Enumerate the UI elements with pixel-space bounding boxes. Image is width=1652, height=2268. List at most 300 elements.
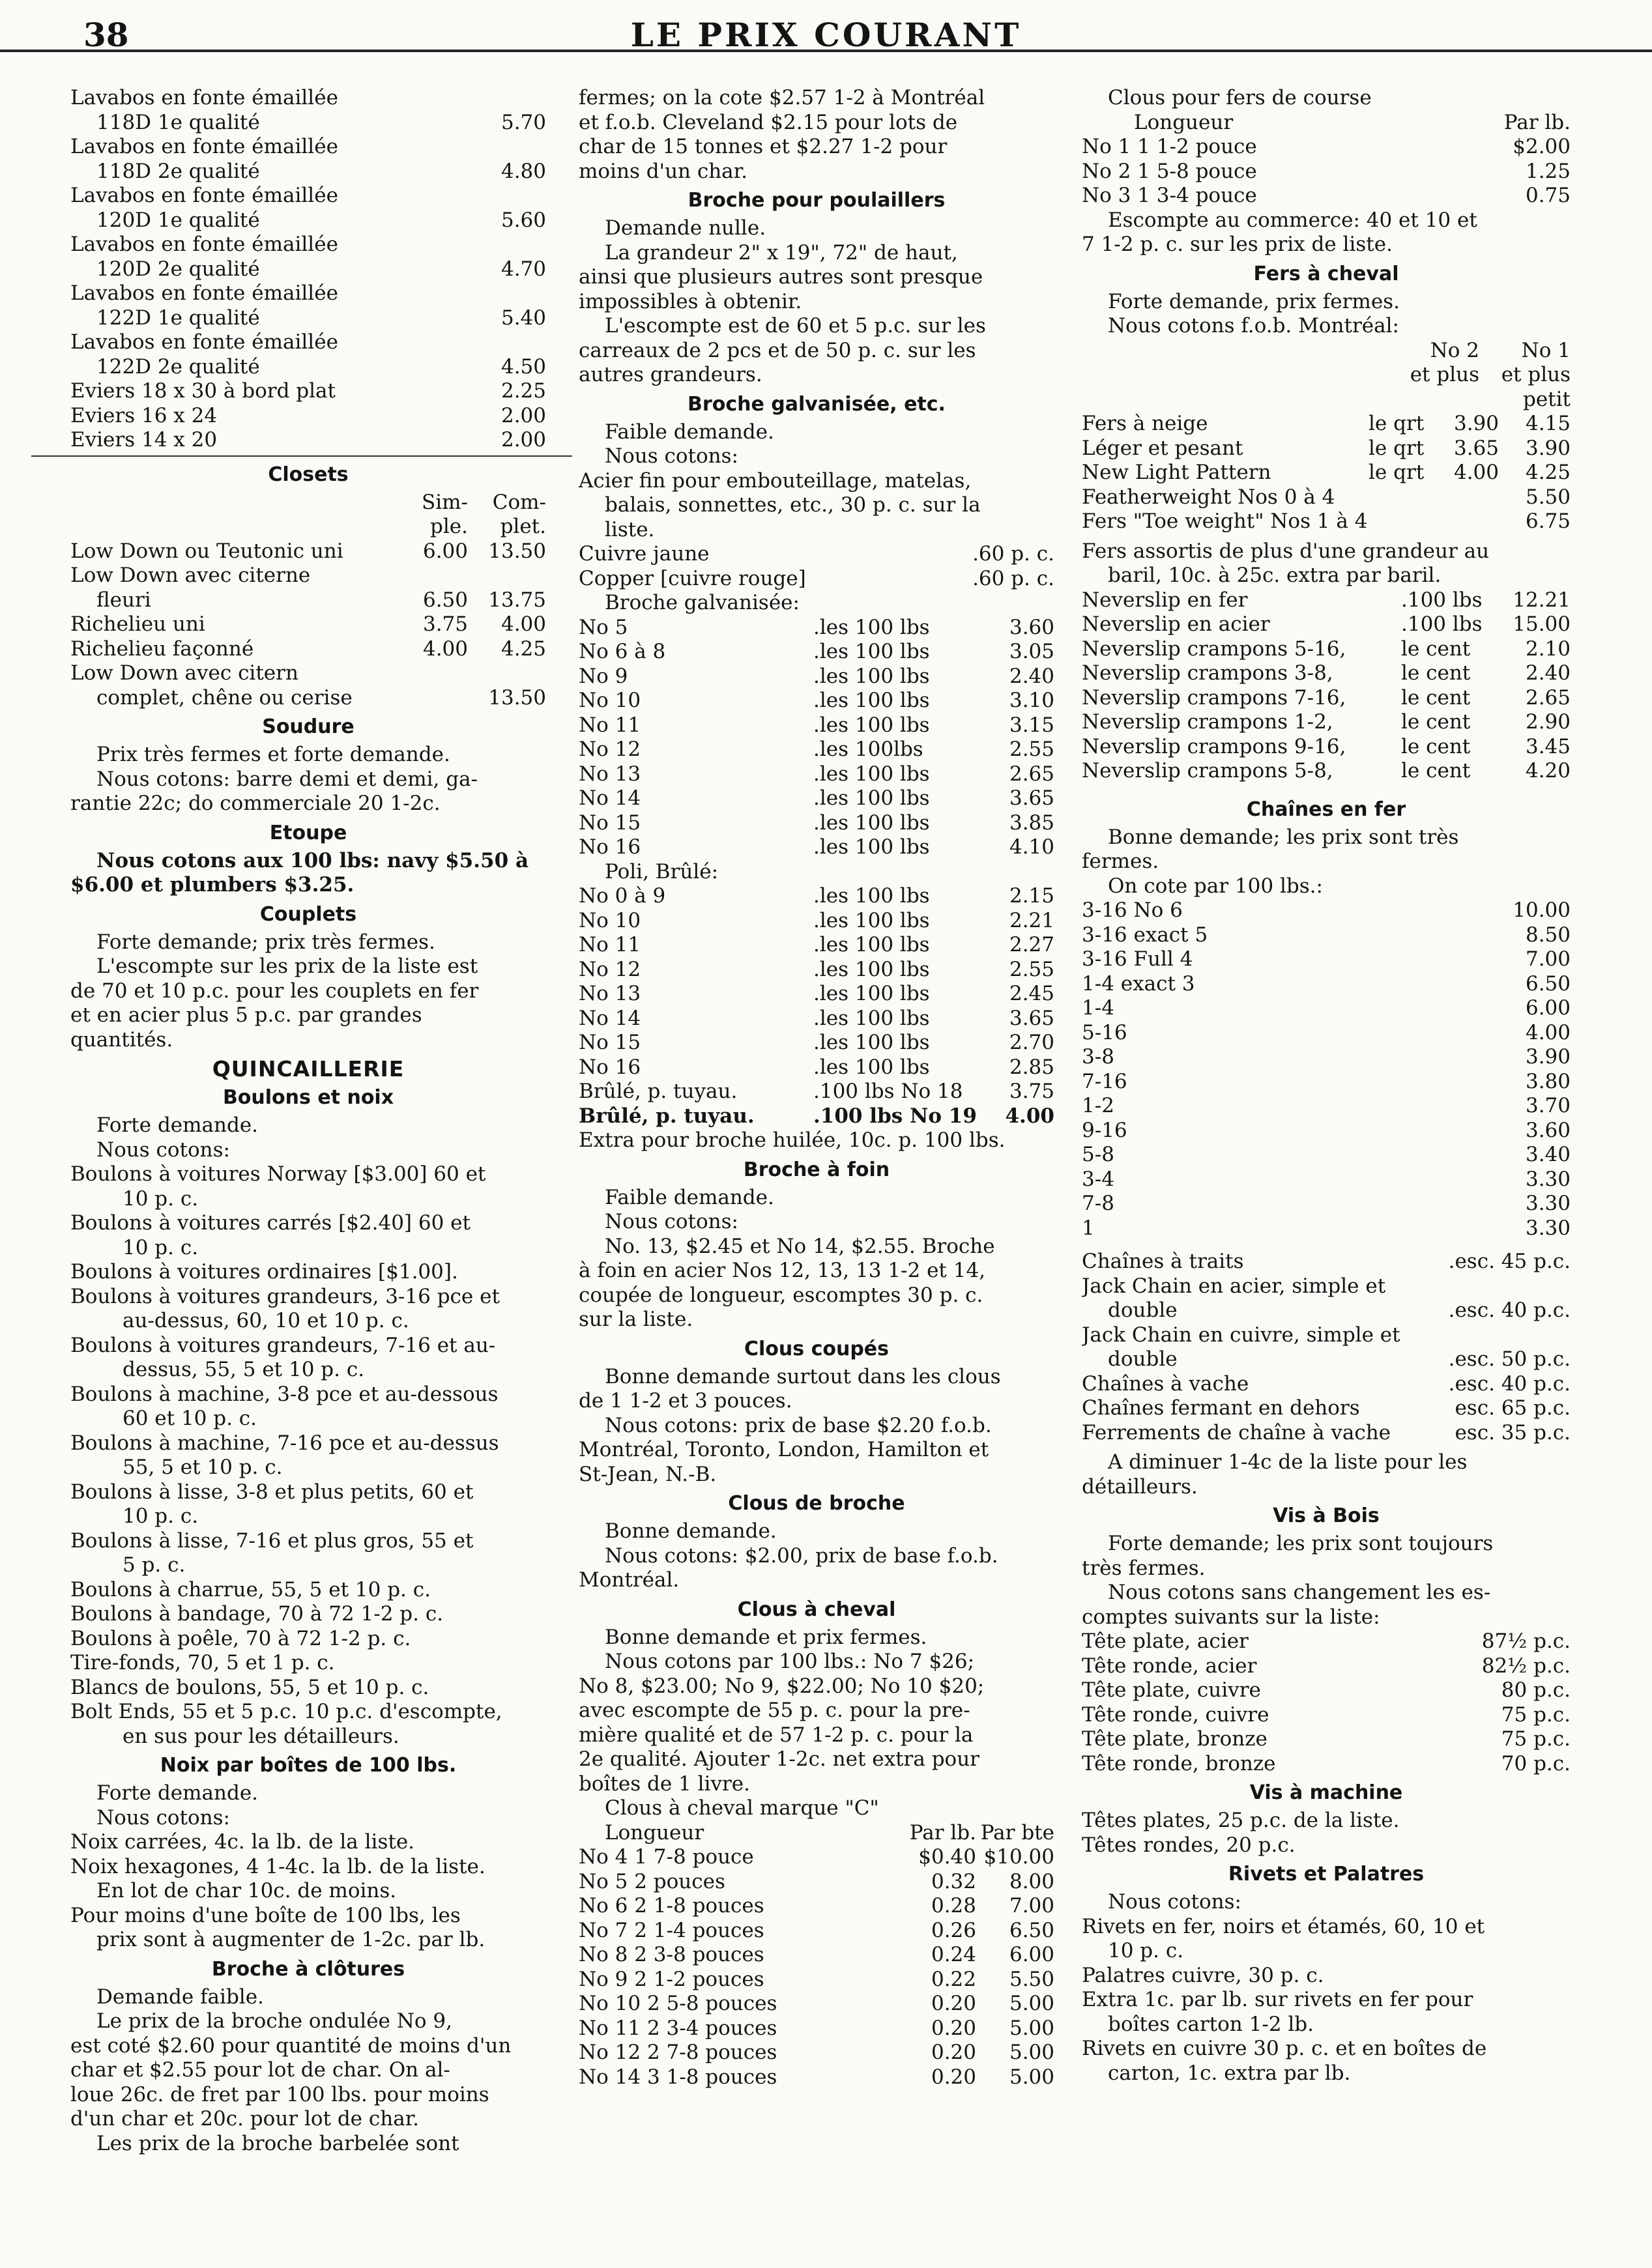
paragraph-line: moins d'un char. (579, 159, 747, 183)
paragraph-line: No 8, $23.00; No 9, $22.00; No 10 $20; (579, 1674, 985, 1698)
item-label: 7-8 (1082, 1192, 1114, 1215)
item-label: Tête plate, acier (1082, 1629, 1249, 1653)
item-value: 4.25 (500, 637, 546, 661)
paragraph-line: Pour moins d'une boîte de 100 lbs, les (70, 1903, 461, 1927)
item-value: 4.50 (500, 354, 546, 379)
price-row (70, 160, 546, 184)
column-3 (1082, 86, 1571, 2086)
item-value: 5.40 (500, 306, 546, 330)
price-row (579, 1845, 1054, 1870)
item-label: New Light Pattern (1082, 461, 1271, 484)
vis-machine-text (1082, 1809, 1571, 1858)
section-heading-closets: Closets (268, 463, 349, 486)
section-heading-rivets: Rivets et Palatres (1228, 1863, 1425, 1886)
paragraph-line: Faible demande. (605, 1185, 774, 1209)
item-value: .les 100 lbs (813, 811, 930, 835)
price-row (1082, 1372, 1571, 1397)
item-value: 15.00 (1513, 612, 1571, 636)
item-value: 3.75 (1009, 1080, 1054, 1103)
paragraph-line: Nous cotons f.o.b. Montréal: (1108, 314, 1399, 337)
item-label: No 14 (579, 786, 641, 810)
table-row (70, 637, 546, 662)
item-value: .esc. 40 p.c. (1448, 1371, 1571, 1396)
paragraph-line: mière qualité et de 57 1-2 p. c. pour la (579, 1723, 974, 1747)
section-heading-cloture: Broche à clôtures (211, 1957, 405, 1981)
price-row (1082, 1094, 1571, 1119)
clous-broche-text (579, 1519, 1054, 1593)
paragraph-line: Bonne demande surtout dans les clous (605, 1364, 1001, 1388)
item-value: 0.22 (931, 1967, 976, 1991)
item-value: .les 100 lbs (813, 1031, 930, 1054)
item-label: Low Down ou Teutonic uni (70, 539, 343, 563)
item-label: Jack Chain en cuivre, simple et (1082, 1323, 1400, 1347)
price-row (1082, 1274, 1571, 1299)
item-label: Eviers 18 x 30 à bord plat (70, 379, 336, 403)
item-label: 5-8 (1082, 1143, 1114, 1166)
price-row (579, 909, 1054, 934)
item-label: 5-16 (1082, 1020, 1127, 1044)
item-value: 3.15 (1009, 713, 1054, 737)
table-header: No 2 No 1 (1430, 338, 1571, 362)
item-value: 4.25 (1525, 461, 1571, 484)
paragraph-line: rantie 22c; do commerciale 20 1-2c. (70, 792, 441, 815)
item-value: .les 100lbs (813, 738, 923, 761)
item-label: Neverslip crampons 1-2, (1082, 710, 1333, 734)
item-label: No 6 à 8 (579, 640, 666, 663)
price-row (579, 762, 1054, 787)
paragraph-line: Nous cotons: (1108, 1890, 1241, 1914)
item-label: Neverslip crampons 3-8, (1082, 661, 1333, 685)
subheading: Clous à cheval marque "C" (605, 1796, 879, 1820)
item-value (396, 686, 468, 711)
paragraph-line: Les prix de la broche barbelée sont (96, 2131, 459, 2155)
paragraph-line: Rivets en fer, noirs et étamés, 60, 10 et (1082, 1914, 1485, 1938)
price-row (579, 665, 1054, 689)
paragraph-line: 7 1-2 p. c. sur les prix de liste. (1082, 233, 1393, 256)
item-label: Eviers 16 x 24 (70, 403, 218, 427)
item-value: 4.00 (1005, 1104, 1054, 1128)
item-value: 3.90 (1525, 436, 1571, 460)
noix-list (70, 1781, 546, 1953)
paragraph-line: Fers assortis de plus d'une grandeur au (1082, 539, 1490, 563)
item-value: 3.05 (1009, 640, 1054, 663)
paragraph-line: Boulons à voitures grandeurs, 7-16 et au- (70, 1333, 496, 1357)
item-value: 3.30 (1525, 1167, 1571, 1191)
paragraph-line: char de 15 tonnes et $2.27 1-2 pour (579, 135, 948, 158)
item-label: No 3 1 3-4 pouce (1082, 184, 1257, 207)
item-label: Richelieu uni (70, 612, 205, 636)
price-row (579, 786, 1054, 811)
price-row (1082, 1070, 1571, 1095)
paragraph-line: Boulons à machine, 7-16 pce et au-dessus (70, 1431, 499, 1455)
item-label: No 12 2 7-8 pouces (579, 2041, 777, 2064)
item-value: 3.30 (1525, 1192, 1571, 1215)
paragraph-line: au-dessus, 60, 10 et 10 p. c. (123, 1309, 409, 1332)
price-row (579, 1894, 1054, 1919)
paragraph-line: Montréal, Toronto, London, Hamilton et (579, 1438, 989, 1461)
item-label: Neverslip en fer (1082, 588, 1248, 612)
item-label: Tête ronde, cuivre (1082, 1702, 1269, 1727)
table-header: petit (1522, 387, 1571, 411)
item-value: 2.55 (1009, 957, 1054, 981)
item-label: Eviers 14 x 20 (70, 428, 218, 452)
item-sublabel: 118D 1e qualité (96, 110, 260, 134)
section-heading-boulons: Boulons et noix (222, 1086, 394, 1109)
paragraph-line: et en acier plus 5 p.c. par grandes (70, 1003, 422, 1027)
item-label: Tête ronde, acier (1082, 1654, 1257, 1678)
paragraph-line: dessus, 55, 5 et 10 p. c. (123, 1358, 365, 1381)
item-value: $10.00 (983, 1845, 1054, 1869)
item-sublabel: 120D 2e qualité (96, 257, 260, 281)
item-value: 2.55 (1009, 738, 1054, 761)
paragraph-line: Bonne demande. (605, 1519, 777, 1543)
item-value: 2.40 (1525, 661, 1571, 685)
item-label: No 10 (579, 908, 641, 932)
item-value: esc. 65 p.c. (1455, 1396, 1571, 1420)
paragraph-line: $6.00 et plumbers $3.25. (70, 873, 355, 897)
item-value: 0.75 (1525, 184, 1571, 207)
price-row (1082, 947, 1571, 972)
neverslip-table (1082, 588, 1571, 784)
price-row (70, 428, 546, 453)
item-value: 4.00 (1453, 461, 1499, 484)
paragraph-line: Nous cotons: prix de base $2.20 f.o.b. (605, 1413, 992, 1437)
paragraph-line: Acier fin pour embouteillage, matelas, (579, 468, 972, 493)
paragraph-line: 60 et 10 p. c. (123, 1407, 257, 1430)
paragraph-line: 10 p. c. (123, 1504, 199, 1528)
item-value: .les 100 lbs (813, 884, 930, 908)
poli-brule-table (579, 884, 1054, 1128)
item-value: 2.45 (1009, 982, 1054, 1005)
price-row (579, 1007, 1054, 1031)
item-label: Chaînes à traits (1082, 1250, 1244, 1273)
item-value: 3.10 (1009, 689, 1054, 712)
paragraph-line: Boulons à voitures ordinaires [$1.00]. (70, 1260, 458, 1284)
price-row (579, 616, 1054, 640)
paragraph-line: Le prix de la broche ondulée No 9, (96, 2009, 452, 2033)
item-value: 3.30 (1525, 1216, 1571, 1240)
item-value: 6.50 (422, 588, 468, 612)
paragraph-line: Nous cotons: (96, 1138, 230, 1162)
price-row: Copper [cuivre rouge] .60 p. c. (579, 566, 1054, 590)
continued-paragraph (579, 86, 1054, 184)
paragraph-line: fermes; on la cote $2.57 1-2 à Montréal (579, 86, 985, 109)
publication-title: LE PRIX COURANT (630, 16, 1022, 54)
item-label: No 2 1 5-8 pouce (1082, 159, 1257, 183)
paragraph-line: Boulons à poêle, 70 à 72 1-2 p. c. (70, 1626, 411, 1650)
item-value: .les 100 lbs (813, 1006, 930, 1030)
paragraph-line: Forte demande. (96, 1113, 259, 1137)
item-value: 2.15 (1009, 884, 1054, 908)
item-value: 82½ p.c. (1481, 1654, 1571, 1678)
item-unit: le cent (1401, 759, 1471, 782)
closets-table (70, 539, 546, 711)
table-row (1082, 612, 1571, 637)
item-label: No 12 (579, 957, 641, 981)
item-value: .les 100 lbs (813, 957, 930, 981)
item-label: Chaînes à vache (1082, 1371, 1249, 1396)
paragraph-line: Nous cotons: (96, 1805, 230, 1830)
paragraph-line: 2e qualité. Ajouter 1-2c. net extra pour (579, 1747, 980, 1771)
item-value: 87½ p.c. (1481, 1629, 1571, 1653)
item-label: No 11 (579, 713, 641, 737)
item-sublabel: 120D 1e qualité (96, 208, 260, 232)
galvanisee-table (579, 616, 1054, 860)
item-unit: .100 lbs (1401, 588, 1483, 612)
price-row (579, 982, 1054, 1007)
section-heading-vis-bois: Vis à Bois (1273, 1504, 1380, 1527)
paragraph-line: Bolt Ends, 55 et 5 p.c. 10 p.c. d'escompte, (70, 1700, 502, 1723)
price-row (1082, 1654, 1571, 1679)
price-row (579, 958, 1054, 983)
item-label: Neverslip crampons 5-16, (1082, 637, 1346, 661)
price-row (579, 2017, 1054, 2041)
paragraph-line: Forte demande; prix très fermes. (96, 930, 435, 954)
item-label: No 12 (579, 738, 641, 761)
paragraph-line: Nous cotons: barre demi et demi, ga- (96, 767, 478, 791)
item-value: 2.65 (1009, 762, 1054, 786)
item-value: 5.70 (500, 110, 546, 134)
item-value: 5.00 (1009, 2065, 1054, 2089)
item-label: Lavabos en fonte émaillée (70, 184, 338, 207)
item-value: 2.70 (1009, 1031, 1054, 1054)
item-value: 2.25 (500, 379, 546, 403)
paragraph-line: Boulons à lisse, 3-8 et plus petits, 60 et (70, 1480, 474, 1504)
paragraph-line: comptes suivants sur la liste: (1082, 1605, 1380, 1629)
table-row (70, 564, 546, 588)
item-label: No 10 2 5-8 pouces (579, 1992, 777, 2015)
item-label: No 7 2 1-4 pouces (579, 1918, 764, 1942)
item-label: Brûlé, p. tuyau. (579, 1104, 755, 1128)
item-unit: .100 lbs (1401, 612, 1483, 636)
item-value: 75 p.c. (1501, 1702, 1571, 1727)
table-row (1082, 735, 1571, 760)
item-value: 0.26 (931, 1918, 976, 1942)
item-label: No 11 2 3-4 pouces (579, 2016, 777, 2040)
item-label: Lavabos en fonte émaillée (70, 281, 338, 305)
price-row (1082, 160, 1571, 184)
item-value: .les 100 lbs (813, 835, 930, 859)
paragraph-line: détailleurs. (1082, 1474, 1198, 1499)
item-value: 2.40 (1009, 664, 1054, 688)
item-value: .les 100 lbs (813, 908, 930, 932)
item-value: $0.40 (918, 1845, 976, 1869)
item-value: 13.50 (488, 685, 546, 710)
item-value: 13.50 (488, 539, 546, 563)
item-label: 3-8 (1082, 1045, 1114, 1069)
item-value: 4.00 (1525, 1020, 1571, 1044)
price-row (1082, 996, 1571, 1021)
item-value: .100 lbs No 19 (813, 1104, 977, 1128)
price-row: Fers "Toe weight" Nos 1 à 4 6.75 (1082, 510, 1571, 533)
item-value: .esc. 50 p.c. (1448, 1347, 1571, 1371)
item-label: Fers à neige (1082, 412, 1208, 435)
item-value: 4.70 (500, 257, 546, 281)
price-row (1082, 1045, 1571, 1070)
price-row (579, 2041, 1054, 2065)
price-row (1082, 923, 1571, 948)
price-row (1082, 1168, 1571, 1192)
paragraph-line: 10 p. c. (123, 1235, 199, 1259)
item-value: .esc. 45 p.c. (1448, 1250, 1571, 1273)
item-value (468, 564, 546, 588)
item-value: 6.00 (422, 539, 468, 563)
price-row (579, 884, 1054, 909)
price-row (1082, 972, 1571, 997)
section-heading-chaines: Chaînes en fer (1246, 797, 1406, 821)
item-value: 80 p.c. (1501, 1678, 1571, 1702)
poulaillers-text (579, 216, 1054, 388)
item-value: 5.00 (1009, 2041, 1054, 2064)
closets-col-header: ple. plet. (430, 515, 546, 538)
section-heading-fers: Fers à cheval (1253, 262, 1399, 285)
clous-cheval-table (579, 1845, 1054, 2089)
item-value: 5.00 (1009, 1992, 1054, 2015)
chaines-escompte-table (1082, 1250, 1571, 1445)
paragraph-line: Tire-fonds, 70, 5 et 1 p. c. (70, 1651, 335, 1674)
item-label: No 10 (579, 689, 641, 712)
paragraph-line: A diminuer 1-4c de la liste pour les (1108, 1450, 1468, 1474)
price-row (1082, 184, 1571, 208)
price-row: Cuivre jaune .60 p. c. (579, 542, 1054, 566)
paragraph-line: Têtes plates, 25 p.c. de la liste. (1082, 1809, 1400, 1832)
paragraph-line: Nous cotons: (605, 1210, 738, 1233)
item-unit: le qrt (1369, 412, 1425, 435)
page-header (0, 0, 1652, 52)
item-value: .esc. 40 p.c. (1448, 1299, 1571, 1322)
paragraph-line: impossibles à obtenir. (579, 289, 802, 313)
paragraph-line: Palatres cuivre, 30 p. c. (1082, 1963, 1324, 1987)
item-label: Neverslip crampons 9-16, (1082, 734, 1346, 758)
price-row (1082, 1192, 1571, 1216)
clous-course-table (1082, 135, 1571, 208)
item-label: Lavabos en fonte émaillée (70, 330, 338, 354)
item-value: 10.00 (1513, 898, 1571, 922)
item-value: 1.25 (1525, 159, 1571, 183)
paragraph-line: L'escompte sur les prix de la liste est (96, 955, 478, 978)
paragraph-line: prix sont à augmenter de 1-2c. par lb. (96, 1928, 485, 1951)
item-value: 3.85 (1009, 811, 1054, 835)
item-value (396, 661, 468, 686)
item-value: 6.00 (1009, 1943, 1054, 1966)
item-label: No 8 2 3-8 pouces (579, 1943, 764, 1966)
table-row (1082, 588, 1571, 613)
item-value: 3.60 (1009, 615, 1054, 639)
item-value: 8.00 (1009, 1869, 1054, 1893)
item-value: .les 100 lbs (813, 640, 930, 663)
paragraph-line: Boulons à voitures carrés [$2.40] 60 et (70, 1211, 471, 1235)
table-row (1082, 437, 1571, 461)
paragraph-line: ainsi que plusieurs autres sont presque (579, 265, 983, 289)
item-value: .les 100 lbs (813, 713, 930, 737)
table-row (70, 612, 546, 637)
eviers-list (70, 379, 546, 453)
paragraph-line: Blancs de boulons, 55, 5 et 10 p. c. (70, 1675, 429, 1699)
paragraph-line: est coté $2.60 pour quantité de moins d'un (70, 2033, 512, 2058)
item-value: 5.60 (500, 208, 546, 232)
price-row (70, 306, 546, 331)
price-row (579, 1080, 1054, 1104)
vis-bois-text (1082, 1532, 1571, 1629)
paragraph-line: Boulons à machine, 3-8 pce et au-dessous (70, 1382, 499, 1406)
item-label: Ferrements de chaîne à vache (1082, 1420, 1391, 1444)
paragraph-line: très fermes. (1082, 1556, 1206, 1580)
item-value: $2.00 (1513, 135, 1571, 158)
paragraph-line: Noix carrées, 4c. la lb. de la liste. (70, 1830, 415, 1854)
item-label: Léger et pesant (1082, 436, 1243, 460)
item-label: 3-16 No 6 (1082, 898, 1183, 922)
paragraph-line: Noix hexagones, 4 1-4c. la lb. de la liste. (70, 1854, 485, 1878)
paragraph-line: Forte demande; les prix sont toujours (1108, 1532, 1494, 1555)
item-label: Neverslip en acier (1082, 612, 1270, 636)
table-row (1082, 412, 1571, 437)
item-value: 5.00 (1009, 2016, 1054, 2040)
section-heading-couplets: Couplets (259, 902, 357, 926)
table-header: et plus et plus (1410, 363, 1571, 386)
paragraph-line: Nous cotons: $2.00, prix de base f.o.b. (605, 1543, 998, 1568)
paragraph-line: 10 p. c. (1108, 1939, 1184, 1962)
price-row (70, 404, 546, 429)
item-value (1428, 1323, 1571, 1348)
paragraph-line: Bonne demande et prix fermes. (605, 1625, 927, 1649)
item-unit: le cent (1401, 637, 1471, 661)
table-row (70, 588, 546, 613)
paragraph-line: Boulons à bandage, 70 à 72 1-2 p. c. (70, 1602, 444, 1626)
price-row (1082, 135, 1571, 160)
item-unit: le cent (1401, 661, 1471, 685)
item-label: No 11 (579, 933, 641, 956)
item-label: No 16 (579, 1055, 641, 1079)
price-row (579, 713, 1054, 738)
item-value: 4.00 (500, 612, 546, 636)
item-label: No 9 (579, 664, 628, 688)
boulons-list (70, 1162, 546, 1749)
item-label: fleuri (96, 588, 151, 612)
paragraph-line: Rivets en cuivre 30 p. c. et en boîtes de (1082, 2037, 1487, 2060)
item-value: 2.10 (1525, 637, 1571, 661)
item-label: No 0 à 9 (579, 884, 666, 908)
price-row (1082, 1216, 1571, 1241)
rivets-text (1082, 1890, 1571, 2086)
item-value: 2.21 (1009, 908, 1054, 932)
item-label: Neverslip crampons 5-8, (1082, 759, 1333, 782)
item-value: .les 100 lbs (813, 762, 930, 786)
paragraph-line: de 1 1-2 et 3 pouces. (579, 1389, 792, 1413)
item-value: .100 lbs No 18 (813, 1080, 963, 1103)
price-row (1082, 1678, 1571, 1703)
item-label: Neverslip crampons 7-16, (1082, 685, 1346, 710)
paragraph-line: Boulons à voitures grandeurs, 3-16 pce et (70, 1284, 500, 1308)
paragraph-line: boîtes carton 1-2 lb. (1108, 2012, 1314, 2036)
price-row (70, 379, 546, 404)
item-unit: le cent (1401, 734, 1471, 758)
item-value: 75 p.c. (1501, 1727, 1571, 1751)
item-label: 1-2 (1082, 1094, 1114, 1117)
section-heading-etoupe: Etoupe (269, 821, 347, 844)
price-row (579, 835, 1054, 860)
item-unit: le cent (1401, 710, 1471, 734)
item-value: 0.20 (931, 1992, 976, 2015)
item-value (468, 661, 546, 686)
item-label: 1-4 exact 3 (1082, 971, 1195, 996)
paragraph-line: Forte demande. (96, 1781, 259, 1805)
item-label: Chaînes fermant en dehors (1082, 1396, 1360, 1420)
item-value: 7.00 (1525, 947, 1571, 971)
item-label: No 13 (579, 982, 641, 1005)
item-label: No 14 3 1-8 pouces (579, 2065, 777, 2089)
item-value (396, 564, 468, 588)
paragraph-line: Escompte au commerce: 40 et 10 et (1108, 208, 1477, 232)
